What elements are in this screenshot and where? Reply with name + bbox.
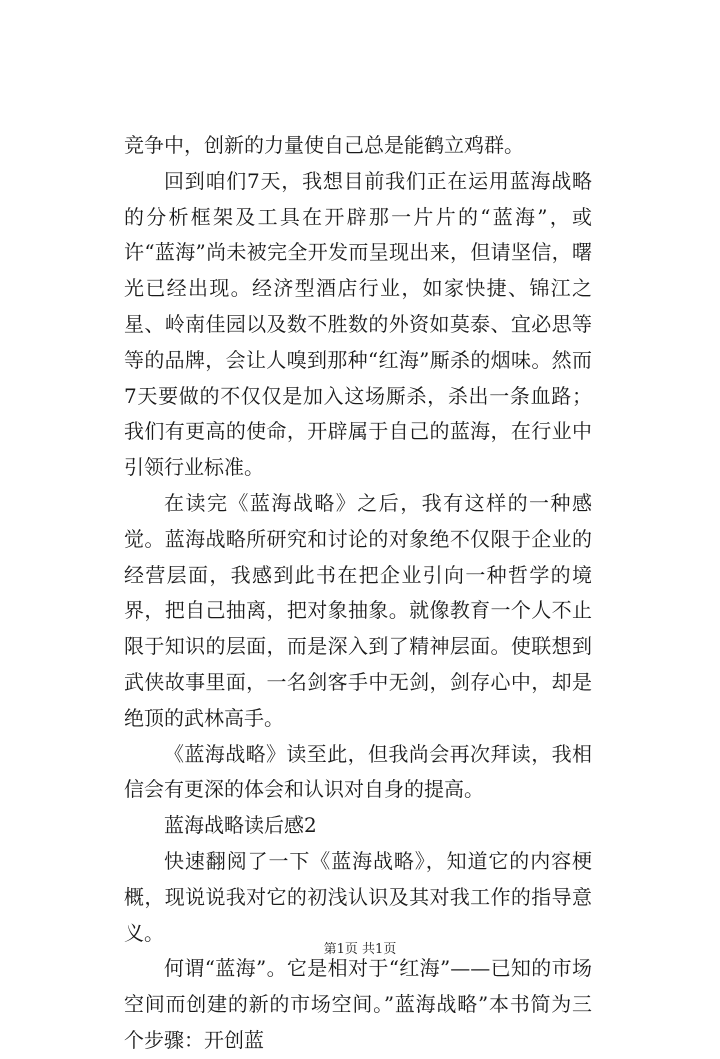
paragraph-continuation: 竞争中，创新的力量使自己总是能鹤立鸡群。 (124, 133, 524, 157)
page-number: 第1页 共1页 (323, 942, 397, 957)
paragraph-reading-feeling: 在读完《蓝海战略》之后，我有这样的一种感觉。蓝海战略所研究和讨论的对象绝不仅限于企业的经营层面，我感到此书在把企业引向一种哲学的境界，把自己抽离，把对象抽象。就像教育一个人不止限于知识的层面，而是深入到了精神层面。使联想到武侠故事里面，一名剑客手中无剑，剑存心中，却是绝顶的武林高手。 (124, 490, 592, 730)
paragraph-7days: 回到咱们7天，我想目前我们正在运用蓝海战略的分析框架及工具在开辟那一片片的“蓝海”，或许“蓝海”尚未被完全开发而呈现出来，但请坚信，曙光已经出现。经济型酒店行业，如家快捷、锦江之星、岭南佳园以及数不胜数的外资如莫泰、宜必思等等的品牌，会让人嗅到那种“红海”厮杀的烟味。然而7天要做的不仅仅是加入这场厮杀，杀出一条血路；我们有更高的使命，开辟属于自己的蓝海，在行业中引领行业标准。 (124, 168, 592, 480)
paragraph-quick-read: 快速翻阅了一下《蓝海战略》，知道它的内容梗概，现说说我对它的初浅认识及其对我工作的指导意义。 (124, 848, 592, 945)
paragraph-blue-ocean-definition: 何谓“蓝海”。它是相对于“红海”——已知的市场空间而创建的新的市场空间。”蓝海战略”本书简为三个步骤：开创蓝 (124, 956, 592, 1052)
section-heading: 蓝海战略读后感2 (164, 813, 317, 838)
document-body (124, 128, 592, 1059)
paragraph-reread: 《蓝海战略》读至此，但我尚会再次拜读，我相信会有更深的体会和认识对自身的提高。 (124, 741, 592, 802)
